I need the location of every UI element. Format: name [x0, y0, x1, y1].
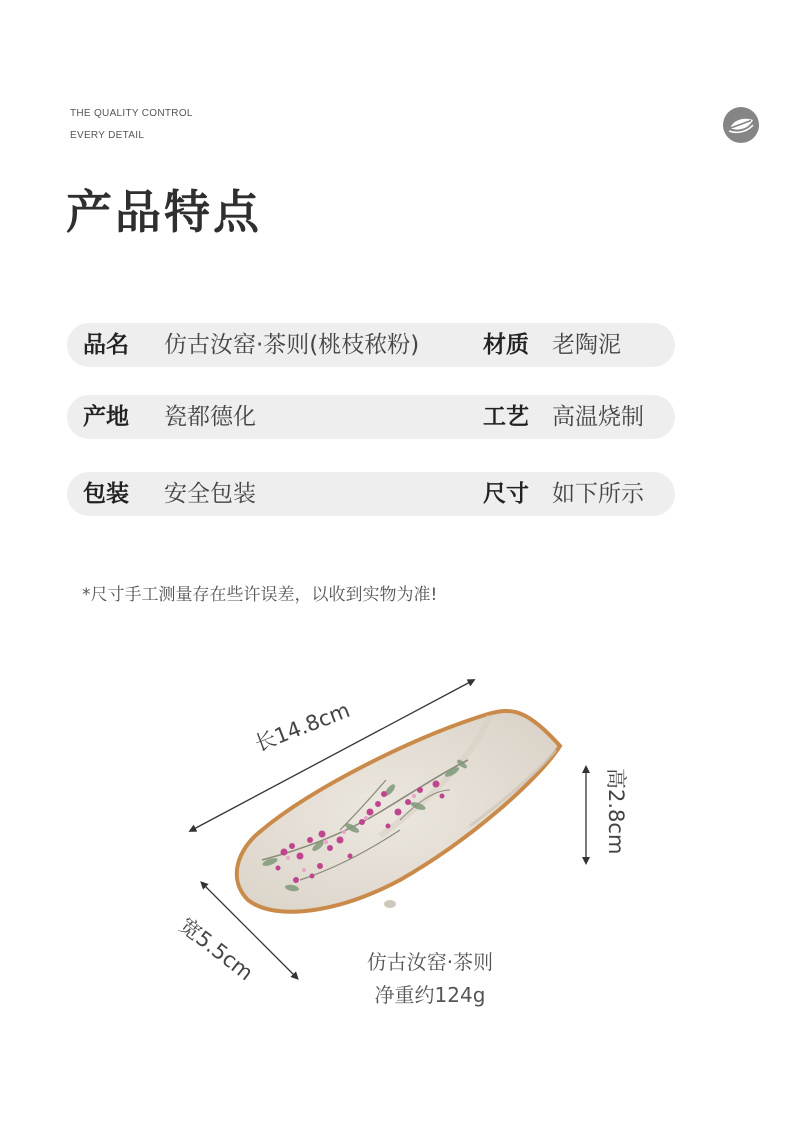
tagline-line1: THE QUALITY CONTROL: [70, 108, 193, 119]
length-label: 长14.8cm: [251, 697, 354, 757]
spec-label: 包装: [83, 481, 129, 507]
spec-value: 瓷都德化: [164, 404, 256, 430]
spec-label: 产地: [83, 404, 129, 430]
spec-label: 品名: [83, 332, 129, 358]
spec-row-origin: [67, 395, 675, 439]
tagline-line2: EVERY DETAIL: [70, 130, 145, 141]
spec-row-name: [67, 323, 675, 367]
spec-label: 工艺: [483, 404, 529, 430]
spec-value: 如下所示: [552, 481, 644, 507]
height-label: 高2.8cm: [604, 768, 628, 855]
spec-row-package: [67, 472, 675, 516]
spec-value: 仿古汝窑·茶则(桃枝秾粉): [164, 332, 420, 358]
leaf-icon: [723, 107, 759, 143]
spec-label: 尺寸: [483, 481, 529, 507]
product-name-caption: 仿古汝窑·茶则: [366, 950, 494, 974]
measurement-note: *尺寸手工测量存在些许误差，以收到实物为准!: [82, 585, 438, 605]
product-weight-caption: 净重约124g: [374, 983, 486, 1007]
spec-value: 高温烧制: [552, 404, 644, 430]
page-title: 产品特点: [66, 185, 262, 239]
width-label: 宽5.5cm: [174, 913, 258, 986]
spec-value: 老陶泥: [552, 332, 621, 358]
spec-label: 材质: [483, 332, 529, 358]
spec-value: 安全包装: [164, 481, 256, 507]
